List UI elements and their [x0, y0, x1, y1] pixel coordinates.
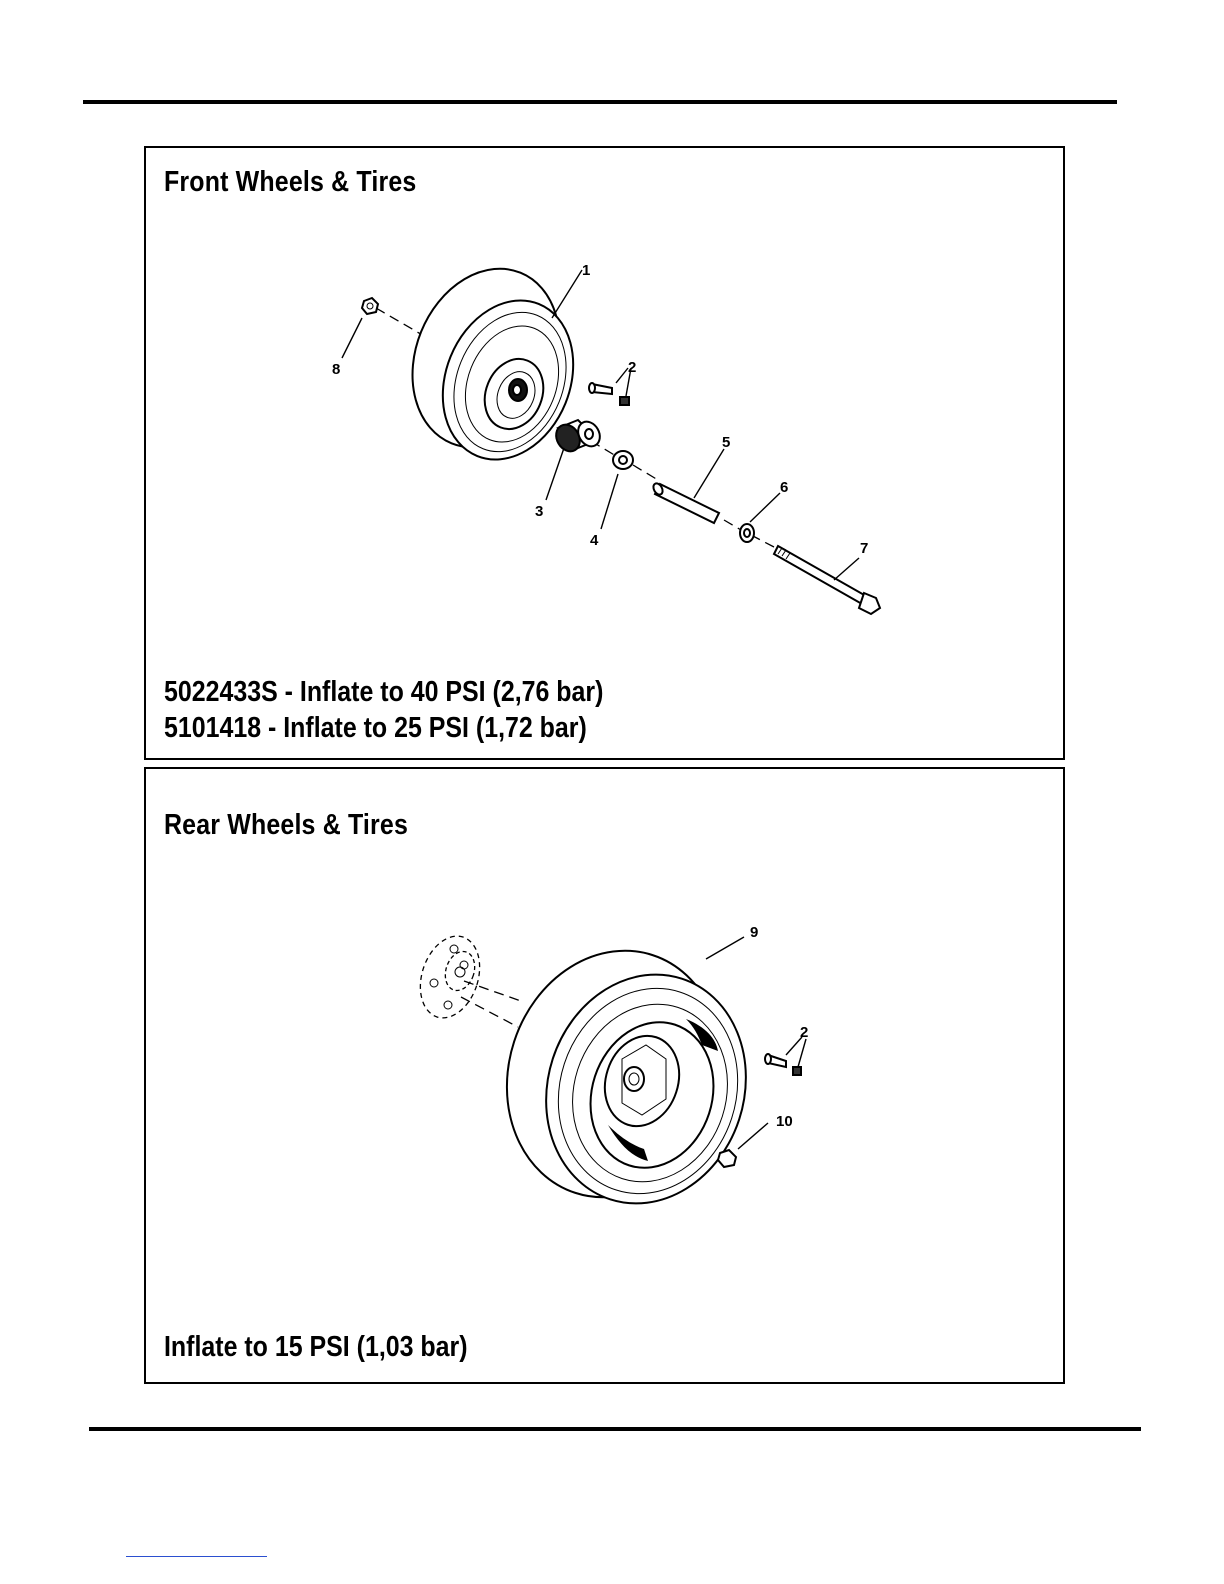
- callout-3: 3: [535, 503, 544, 520]
- hub-phantom: [410, 928, 489, 1025]
- callout-2: 2: [628, 359, 637, 376]
- front-panel-title: Front Wheels & Tires: [164, 166, 417, 198]
- washer-part-6: [740, 524, 754, 542]
- front-note-2: 5101418 - Inflate to 25 PSI (1,72 bar): [164, 712, 587, 744]
- top-rule: [83, 100, 1117, 104]
- callout-7: 7: [860, 540, 869, 557]
- callout-6: 6: [780, 479, 789, 496]
- nut-part-8: [362, 298, 378, 314]
- rear-wheels-panel: [144, 767, 1065, 1384]
- callout-1: 1: [582, 262, 591, 279]
- callout-10: 10: [776, 1113, 793, 1130]
- bearing-part-3: [551, 418, 604, 456]
- spacer-part-4: [613, 451, 633, 469]
- callout-8: 8: [332, 361, 341, 378]
- callout-4: 4: [590, 532, 599, 549]
- front-wheel-exploded-diagram: [146, 148, 1063, 758]
- rear-valve-stem-part-2: [765, 1054, 801, 1075]
- bottom-rule: [89, 1427, 1141, 1431]
- lug-nut-part-10: [718, 1150, 736, 1167]
- rear-wheel-exploded-diagram: [146, 769, 1063, 1381]
- rear-note: Inflate to 15 PSI (1,03 bar): [164, 1331, 468, 1363]
- rear-panel-title: Rear Wheels & Tires: [164, 809, 408, 841]
- callout-5: 5: [722, 434, 731, 451]
- callout-9: 9: [750, 924, 759, 941]
- valve-stem-part-2: [589, 383, 629, 405]
- rear-wheel-part-9: [476, 923, 776, 1230]
- front-wheels-panel: [144, 146, 1065, 760]
- footer-link-underline: [126, 1556, 267, 1557]
- spacer-tube-part-5: [652, 482, 719, 523]
- callout-2-rear: 2: [800, 1024, 809, 1041]
- front-note-1: 5022433S - Inflate to 40 PSI (2,76 bar): [164, 676, 604, 708]
